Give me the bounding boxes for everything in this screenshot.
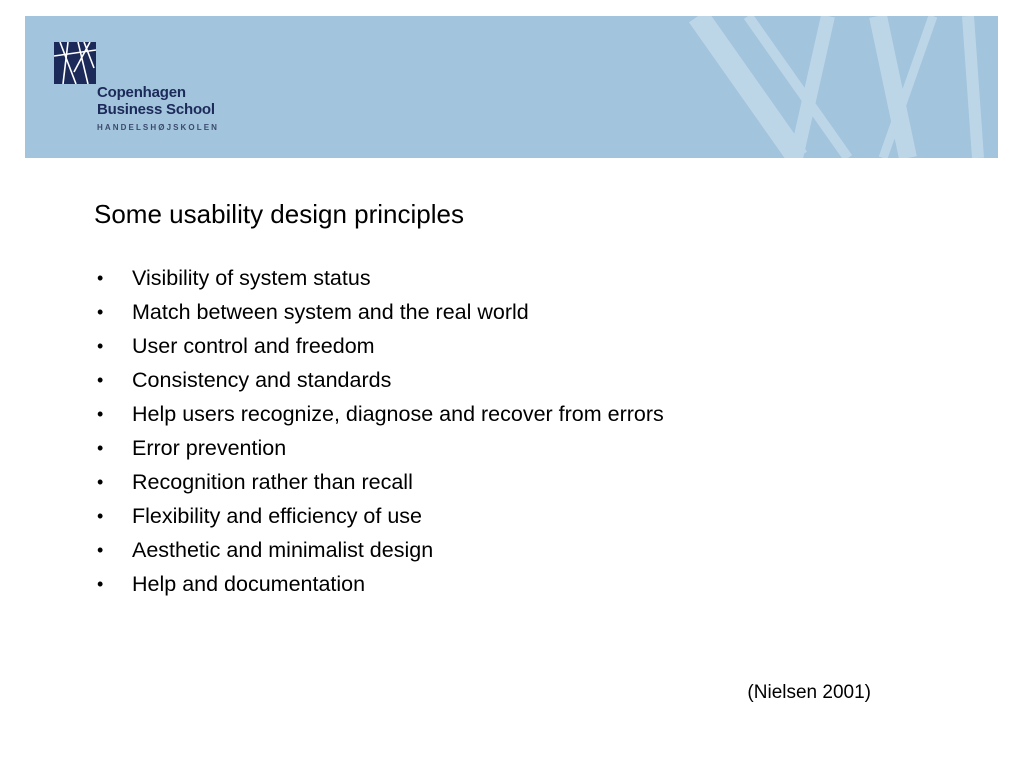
citation: (Nielsen 2001): [747, 682, 871, 703]
bullet-icon: •: [97, 268, 104, 288]
list-item-text: User control and freedom: [132, 334, 375, 358]
bullet-icon: •: [97, 302, 104, 322]
school-name-line2: Business School: [97, 101, 215, 118]
slide-title: Some usability design principles: [94, 199, 464, 229]
list-item-text: Aesthetic and minimalist design: [132, 538, 434, 562]
list-item-text: Consistency and standards: [132, 368, 392, 392]
list-item-text: Visibility of system status: [132, 266, 371, 290]
header-decoration: [678, 16, 998, 158]
cbs-logo-icon: [54, 42, 96, 84]
bullet-icon: •: [97, 404, 104, 424]
list-item-text: Flexibility and efficiency of use: [132, 504, 422, 528]
header-banner: [25, 16, 998, 158]
bullet-icon: •: [97, 506, 104, 526]
bullet-icon: •: [97, 574, 104, 594]
bullet-icon: •: [97, 370, 104, 390]
school-name-line1: Copenhagen: [97, 84, 186, 101]
list-item-text: Help users recognize, diagnose and recover from errors: [132, 402, 664, 426]
list-item-text: Recognition rather than recall: [132, 470, 413, 494]
list-item-text: Error prevention: [132, 436, 287, 460]
bullet-icon: •: [97, 336, 104, 356]
list-item-text: Match between system and the real world: [132, 300, 529, 324]
school-subname: HANDELSHØJSKOLEN: [97, 123, 220, 132]
school-name: [97, 84, 215, 118]
bullet-icon: •: [97, 540, 104, 560]
bullet-icon: •: [97, 472, 104, 492]
bullet-icon: •: [97, 438, 104, 458]
list-item-text: Help and documentation: [132, 572, 366, 596]
